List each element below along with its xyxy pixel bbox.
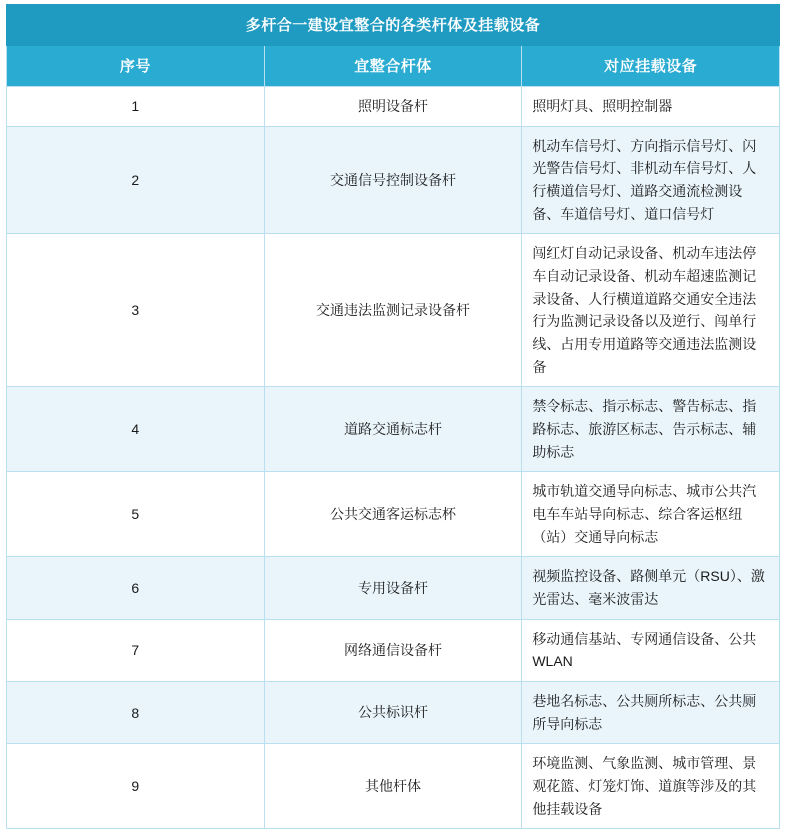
column-header-equipment: 对应挂载设备	[522, 46, 780, 87]
row-pole: 照明设备杆	[264, 87, 522, 127]
row-pole: 网络通信设备杆	[264, 619, 522, 681]
row-pole: 道路交通标志杆	[264, 387, 522, 472]
column-header-index: 序号	[7, 46, 265, 87]
row-index: 8	[7, 682, 265, 744]
row-equipment: 照明灯具、照明控制器	[522, 87, 780, 127]
row-equipment: 巷地名标志、公共厕所标志、公共厕所导向标志	[522, 682, 780, 744]
row-index: 2	[7, 126, 265, 234]
row-pole: 公共标识杆	[264, 682, 522, 744]
row-index: 1	[7, 87, 265, 127]
table-row	[7, 619, 780, 681]
table-row	[7, 744, 780, 829]
table-row	[7, 387, 780, 472]
table-row	[7, 126, 780, 234]
table-row	[7, 682, 780, 744]
row-equipment: 环境监测、气象监测、城市管理、景观花篮、灯笼灯饰、道旗等涉及的其他挂载设备	[522, 744, 780, 829]
table-row	[7, 87, 780, 127]
pole-integration-table	[6, 4, 780, 829]
row-equipment: 移动通信基站、专网通信设备、公共 WLAN	[522, 619, 780, 681]
table-title-row	[7, 5, 780, 46]
row-equipment: 机动车信号灯、方向指示信号灯、闪光警告信号灯、非机动车信号灯、人行横道信号灯、道路交通流检测设备、车道信号灯、道口信号灯	[522, 126, 780, 234]
row-equipment: 城市轨道交通导向标志、城市公共汽电车车站导向标志、综合客运枢纽（站）交通导向标志	[522, 472, 780, 557]
row-index: 4	[7, 387, 265, 472]
row-index: 5	[7, 472, 265, 557]
table-body	[7, 5, 780, 829]
table-header-row	[7, 46, 780, 87]
row-pole: 专用设备杆	[264, 557, 522, 619]
row-equipment: 闯红灯自动记录设备、机动车违法停车自动记录设备、机动车超速监测记录设备、人行横道道路交通安全违法行为监测记录设备以及逆行、闯单行线、占用专用道路等交通违法监测设备	[522, 234, 780, 387]
table-row	[7, 234, 780, 387]
row-pole: 交通信号控制设备杆	[264, 126, 522, 234]
table-row	[7, 557, 780, 619]
row-equipment: 禁令标志、指示标志、警告标志、指路标志、旅游区标志、告示标志、辅助标志	[522, 387, 780, 472]
row-index: 9	[7, 744, 265, 829]
column-header-pole: 宜整合杆体	[264, 46, 522, 87]
row-equipment: 视频监控设备、路侧单元（RSU）、激光雷达、毫米波雷达	[522, 557, 780, 619]
row-index: 6	[7, 557, 265, 619]
row-index: 7	[7, 619, 265, 681]
row-index: 3	[7, 234, 265, 387]
row-pole: 公共交通客运标志杯	[264, 472, 522, 557]
table-title: 多杆合一建设宜整合的各类杆体及挂载设备	[7, 5, 780, 46]
table-row	[7, 472, 780, 557]
row-pole: 交通违法监测记录设备杆	[264, 234, 522, 387]
row-pole: 其他杆体	[264, 744, 522, 829]
